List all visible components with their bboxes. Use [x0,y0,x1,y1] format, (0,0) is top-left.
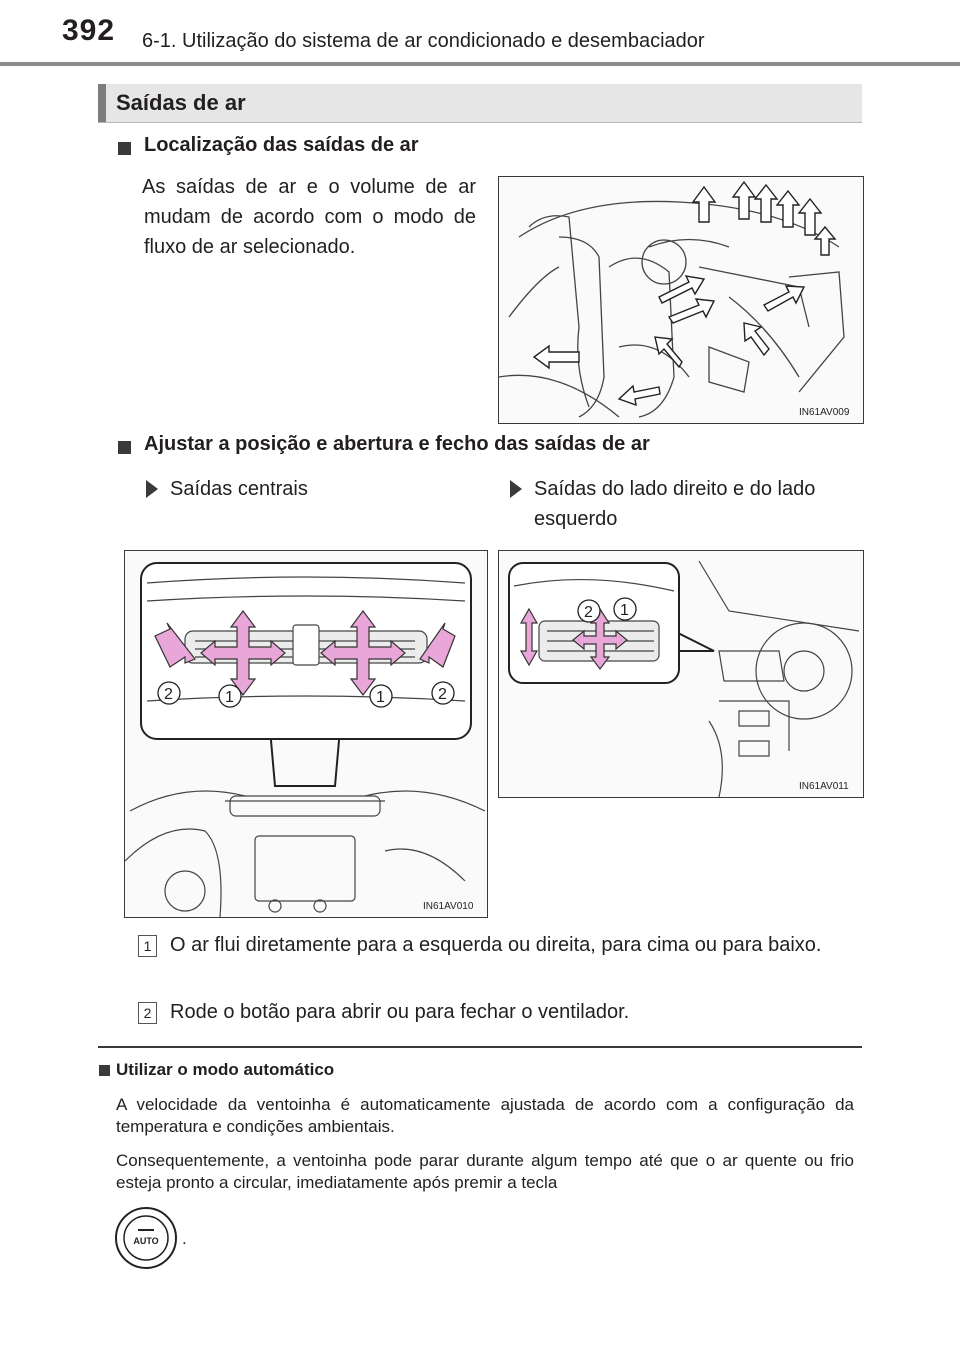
auto-mode-p2: Consequentemente, a ventoinha pode parar durante algum tempo até que o ar quente ou frio esteja pronto a circular, imediatamente após premir a tecla [116,1151,854,1192]
figure-center-vents [124,550,488,918]
fig-code-011: IN61AV011 [799,781,849,792]
auto-mode-p1: A velocidade da ventoinha é automaticamente ajustada de acordo com a configuração da temperatura e condições ambientais. [116,1095,854,1136]
figure-interior [498,176,864,424]
callout-2-left: 2 [164,686,173,703]
side-vents-illustration [499,551,863,797]
callout-1-left: 1 [225,689,234,706]
heading-bullet [118,142,131,155]
auto-button-label: AUTO [133,1236,159,1246]
item-2-text: Rode o botão para abrir ou para fechar o ventilador. [170,1001,630,1023]
location-text: As saídas de ar e o volume de ar mudam de acordo com o modo de fluxo de ar selecionado. [142,176,476,258]
page-number: 392 [62,14,116,47]
item-number-box: 1 [138,935,157,957]
location-heading: Localização das saídas de ar [144,134,419,156]
callout-2-side: 2 [584,604,593,621]
item-1-text: O ar flui diretamente para a esquerda ou direita, para cima ou para baixo. [170,934,822,956]
interior-illustration [499,177,863,423]
item-number-box: 2 [138,1002,157,1024]
center-vents-illustration [125,551,487,917]
callout-2-right: 2 [438,686,447,703]
adjust-heading: Ajustar a posição e abertura e fecho das saídas de ar [144,433,650,455]
fig-code-009: IN61AV009 [799,407,850,418]
note-bullet [99,1065,110,1076]
triangle-bullet-icon [146,480,158,498]
callout-1-side: 1 [620,602,629,619]
fig-code-010: IN61AV010 [423,901,474,912]
figure-side-vents [498,550,864,798]
side-vents-label: Saídas do lado direito e do lado esquerdo [534,478,816,530]
triangle-bullet-icon [510,480,522,498]
heading-bullet [118,441,131,454]
section-divider [98,1046,862,1048]
auto-button-icon [114,1206,178,1270]
section-bar-accent [98,84,106,122]
header-rule [0,62,960,66]
auto-mode-heading: Utilizar o modo automático [116,1060,335,1079]
chapter-title: 6-1. Utilização do sistema de ar condicionado e desembaciador [142,30,705,52]
auto-mode-period: . [182,1229,187,1248]
center-vents-label: Saídas centrais [170,478,308,500]
callout-1-right: 1 [376,689,385,706]
section-title: Saídas de ar [116,90,246,115]
